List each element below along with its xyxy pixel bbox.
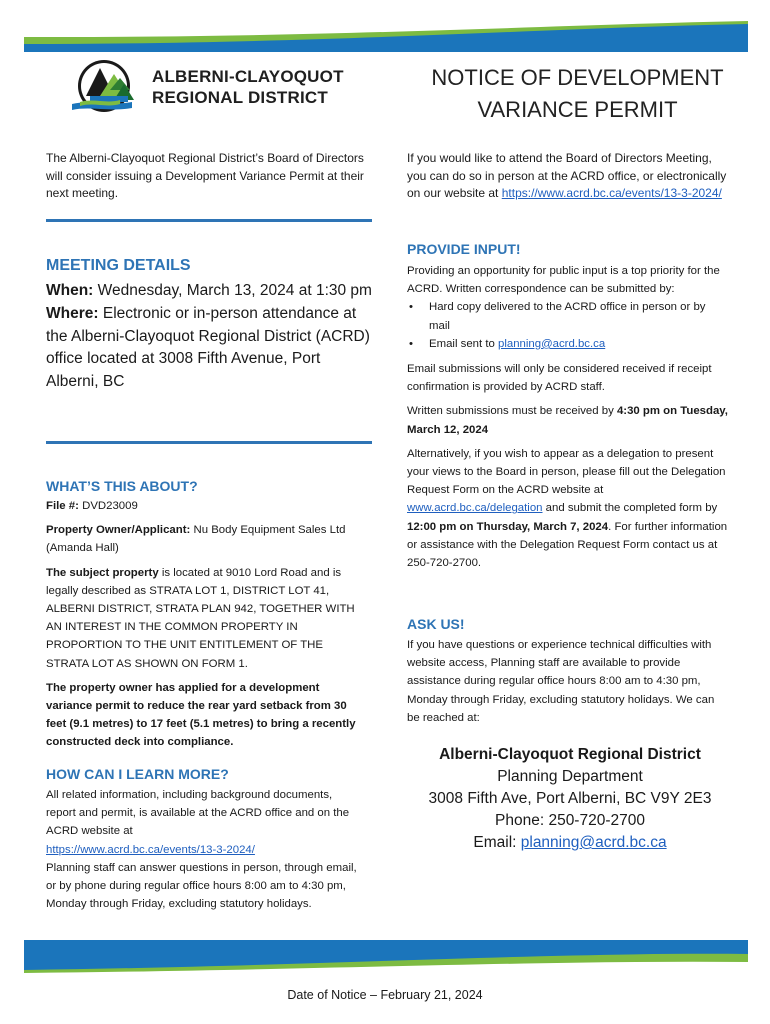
input-intro: Providing an opportunity for public input is a top priority for the ACRD. Written correspondence can be submitted by:: [407, 265, 720, 296]
when-value: Wednesday, March 13, 2024 at 1:30 pm: [93, 282, 372, 299]
purpose-text: The property owner has applied for a development variance permit to reduce the rear yard setback from 30 feet (9.1 metres) to 17 feet (5.1 metres) to bring a recently constructed deck into compliance.: [46, 681, 356, 749]
delegation-text2: and submit the completed form by: [542, 502, 718, 515]
learn-link[interactable]: https://www.acrd.bc.ca/events/13-3-2024/: [46, 843, 255, 856]
notice-date: Date of Notice – February 21, 2024: [287, 988, 483, 1002]
notice-title-line1: NOTICE OF DEVELOPMENT: [431, 65, 724, 90]
contact-email-label: Email:: [473, 834, 521, 851]
meeting-details: [46, 280, 376, 394]
where-label: Where:: [46, 304, 99, 322]
ask-heading: ASK US!: [407, 616, 465, 632]
learn-text2: Planning staff can answer questions in person, through email, or by phone during regular office hours 8:00 am to 4:30 pm, Monday through Friday, excluding statutory holidays.: [46, 861, 357, 911]
divider: [46, 219, 372, 222]
input-heading: PROVIDE INPUT!: [407, 241, 521, 257]
acrd-logo-icon: [70, 56, 150, 116]
where-value: Electronic or in-person attendance at the Alberni-Clayoquot Regional District (ACRD) office located at 3008 Fifth Avenue, Port Alberni, BC: [46, 304, 370, 391]
planning-email-link[interactable]: planning@acrd.bc.ca: [498, 337, 606, 350]
bullet-icon: •: [409, 337, 413, 350]
attend-block: [407, 150, 732, 203]
org-name: [152, 66, 344, 108]
owner-value: Nu Body Equipment Sales Ltd (Amanda Hall): [46, 524, 346, 555]
list-item: [407, 335, 729, 353]
contact-phone: Phone: 250-720-2700: [495, 812, 645, 829]
deadline-bold: 4:30 pm on Tuesday, March 12, 2024: [407, 405, 728, 436]
delegation-link[interactable]: www.acrd.bc.ca/delegation: [407, 502, 543, 515]
divider: [46, 441, 372, 444]
owner-label: Property Owner/Applicant:: [46, 524, 191, 537]
subject-label: The subject property: [46, 566, 159, 579]
contact-org: Alberni-Clayoquot Regional District: [439, 746, 701, 763]
input-body: [407, 262, 729, 572]
bullet1-text: Hard copy delivered to the ACRD office in person or by mail: [429, 301, 706, 332]
file-value: DVD23009: [78, 500, 138, 512]
org-name-line1: ALBERNI-CLAYOQUOT: [152, 67, 344, 86]
contact-block: [400, 744, 740, 854]
contact-dept: Planning Department: [497, 768, 643, 785]
learn-text1: All related information, including background documents, report and permit, is available at the ACRD office and on the ACRD website at: [46, 789, 350, 838]
delegation-text1: Alternatively, if you wish to appear as a delegation to present your views to the Board in person, please fill out the Delegation Request Form on the ACRD website at: [407, 447, 726, 497]
bullet2-prefix: Email sent to: [429, 337, 499, 350]
meeting-heading: MEETING DETAILS: [46, 257, 191, 274]
ask-text: If you have questions or experience technical difficulties with website access, Planning staff are available to provide assistance during regular office hours 8:00 am to 4:30 pm, Monday through Friday, excluding statutory holidays. We can be reached at:: [407, 639, 715, 724]
notice-title-line2: VARIANCE PERMIT: [477, 97, 678, 122]
about-body: [46, 497, 368, 752]
contact-email-link[interactable]: planning@acrd.bc.ca: [520, 834, 667, 851]
delegation-text3: . For further information or assistance with the Delegation Request Form contact us at 250-720-2700.: [407, 520, 728, 570]
bottom-banner: [24, 940, 748, 974]
attend-text: If you would like to attend the Board of Directors Meeting, you can do so in person at the ACRD office, or electronically on our website at: [407, 151, 727, 201]
learn-heading: HOW CAN I LEARN MORE?: [46, 766, 229, 782]
subject-value: is located at 9010 Lord Road and is legally described as STRATA LOT 1, DISTRICT LOT 41, ALBERNI DISTRICT, STRATA PLAN 942, TOGETHER WITH AN INTEREST IN THE COMMON PROPERTY IN PROPORTION TO THE UNIT ENTITLEMENT OF THE STRATA LOT AS SHOWN ON FORM 1.: [46, 566, 355, 670]
intro-text: The Alberni-Clayoquot Regional District’s Board of Directors will consider issuing a Development Variance Permit at their next meeting.: [46, 151, 364, 201]
about-heading: WHAT’S THIS ABOUT?: [46, 478, 198, 494]
learn-body: [46, 786, 364, 913]
contact-address: 3008 Fifth Ave, Port Alberni, BC V9Y 2E3: [428, 790, 712, 807]
deadline-prefix: Written submissions must be received by: [407, 405, 617, 418]
email-note: Email submissions will only be considered received if receipt confirmation is provided by ACRD staff.: [407, 363, 712, 394]
list-item: [407, 298, 729, 334]
delegation-deadline: 12:00 pm on Thursday, March 7, 2024: [407, 520, 609, 533]
notice-title: [400, 62, 755, 126]
bullet-icon: •: [409, 301, 413, 314]
when-label: When:: [46, 282, 94, 299]
org-name-line2: REGIONAL DISTRICT: [152, 88, 328, 107]
file-label: File #:: [46, 500, 79, 512]
top-banner: [24, 18, 748, 52]
attend-link[interactable]: https://www.acrd.bc.ca/events/13-3-2024/: [501, 186, 722, 201]
